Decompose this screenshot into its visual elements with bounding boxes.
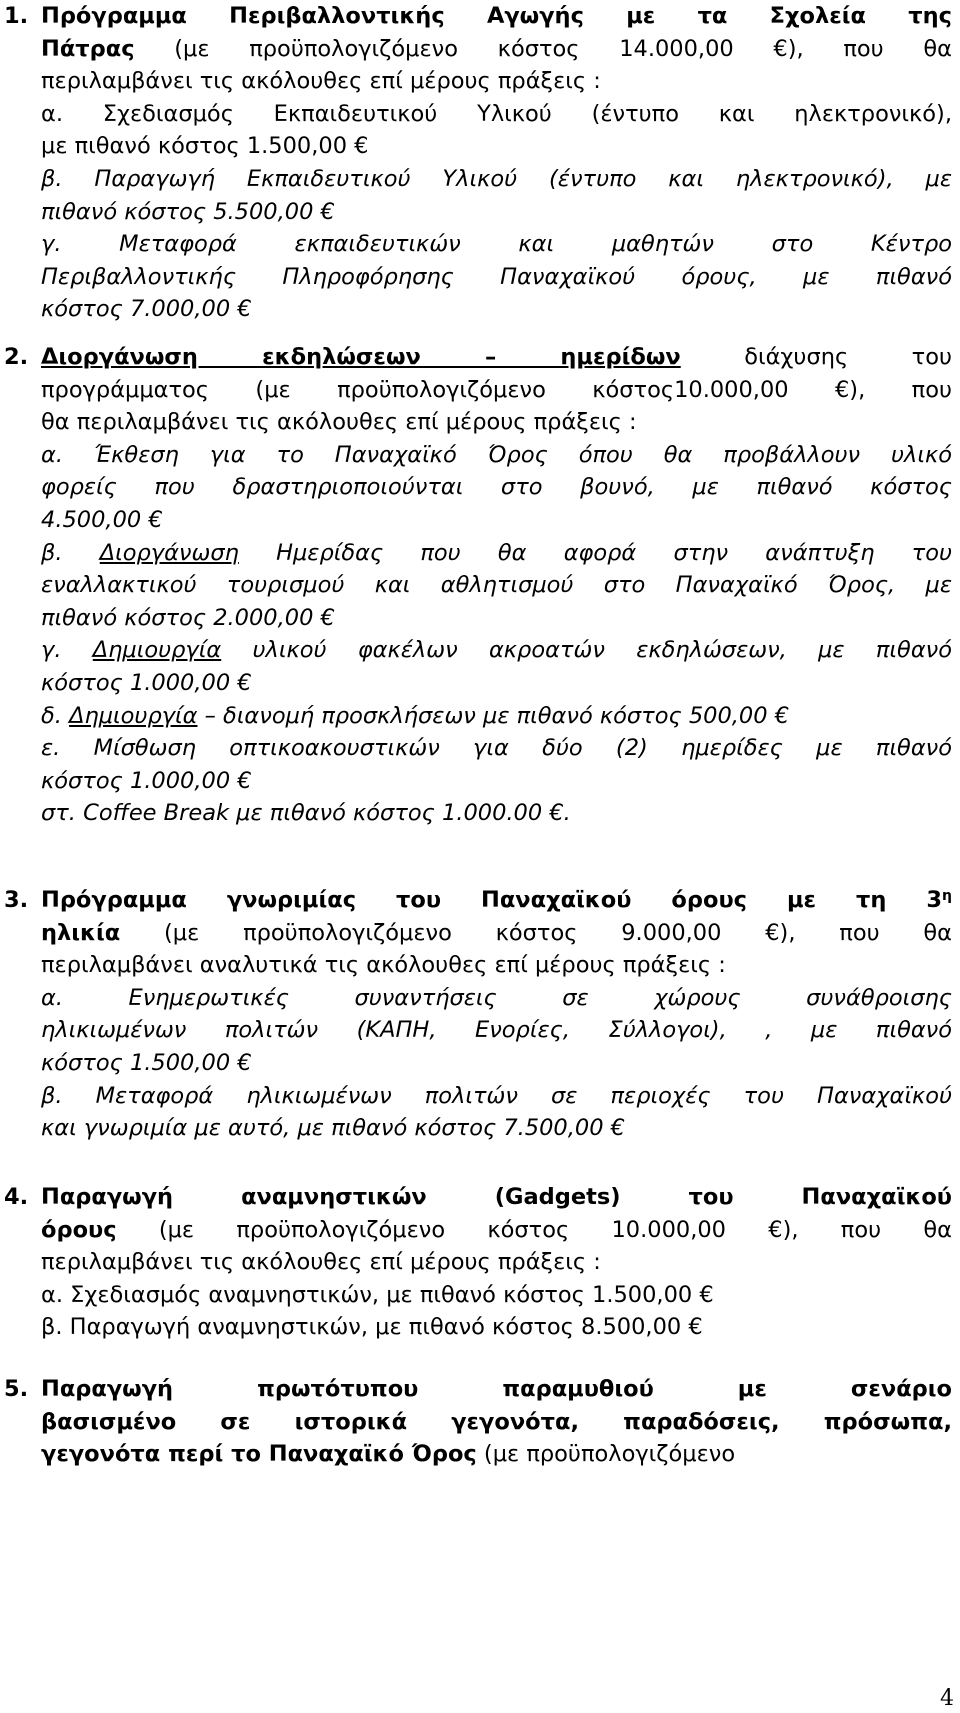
item-c-line-2: Περιβαλλοντικής Πληροφόρησης Παναχαϊκού όρους, με πιθανό xyxy=(41,263,952,290)
item-a-line-1: α. Σχεδιασμός αναμνηστικών, με πιθανό κόστος 1.500,00 € xyxy=(41,1281,714,1308)
section-number: 1. xyxy=(4,3,29,29)
section-5 xyxy=(4,1373,952,1471)
item-a-line-2: φορείς που δραστηριοποιούνται στο βουνό, με πιθανό κόστος xyxy=(41,474,952,501)
section-5-heading-line-3 xyxy=(4,1438,952,1471)
section-title: Πρόγραμμα Περιβαλλοντικής Αγωγής με τα Σχολεία της xyxy=(41,3,952,29)
item-c-line-1: γ. Μεταφορά εκπαιδευτικών και μαθητών στο Κέντρο xyxy=(41,231,952,258)
item-b-line-1 xyxy=(4,537,952,570)
item-b-line-2: και γνωριμία με αυτό, με πιθανό κόστος 7.500,00 € xyxy=(41,1115,625,1142)
item-e-line-2: κόστος 1.000,00 € xyxy=(41,767,252,794)
item-c-line-2: κόστος 1.000,00 € xyxy=(41,669,252,696)
section-title: Παραγωγή πρωτότυπου παραμυθιού με σενάριο xyxy=(41,1376,952,1402)
item-text: Ημερίδας που θα αφορά στην ανάπτυξη του xyxy=(238,539,952,566)
item-c-line-1 xyxy=(4,634,952,667)
section-5-heading-line-2 xyxy=(4,1406,952,1439)
item-text: – διανομή προσκλήσεων με πιθανό κόστος 500,00 € xyxy=(197,702,790,729)
section-4-heading-line-2 xyxy=(4,1214,952,1247)
section-3-heading-line-1 xyxy=(4,884,952,917)
section-title-cont: γεγονότα περί το Παναχαϊκό Όρος xyxy=(41,1441,477,1468)
underlined-word: Διοργάνωση xyxy=(99,539,239,566)
item-a-line-2: ηλικιωμένων πολιτών (ΚΑΠΗ, Ενορίες, Σύλλογοι), , με πιθανό xyxy=(41,1017,952,1044)
section-3-heading-line-2 xyxy=(4,917,952,950)
item-c-line-3: κόστος 7.000,00 € xyxy=(41,296,252,323)
section-title: Πρόγραμμα γνωριμίας του Παναχαϊκού όρους με τη 3 xyxy=(41,887,943,913)
item-b-line-2: εναλλακτικού τουρισμού και αθλητισμού στο Παναχαϊκό Όρος, με xyxy=(41,572,952,599)
item-marker: β. xyxy=(41,539,100,566)
section-number: 2. xyxy=(4,344,29,370)
section-1-heading-line-1 xyxy=(4,0,952,33)
section-1 xyxy=(4,0,952,326)
section-title: Διοργάνωση εκδηλώσεων – ημερίδων xyxy=(41,344,681,370)
section-1-heading-line-2 xyxy=(4,33,952,66)
section-2 xyxy=(4,341,952,830)
item-a-line-1: α. Ενημερωτικές συναντήσεις σε χώρους συνάθροισης xyxy=(41,984,952,1011)
budget-text: προγράμματος (με προϋπολογιζόμενο κόστος10.000,00 €), που xyxy=(41,376,952,403)
item-a-line-2: με πιθανό κόστος 1.500,00 € xyxy=(41,133,369,160)
underlined-word: Δημιουργία xyxy=(69,702,198,729)
item-b-line-1: β. Παραγωγή αναμνηστικών, με πιθανό κόστος 8.500,00 € xyxy=(41,1314,703,1341)
section-title-rest: διάχυσης του xyxy=(680,344,952,370)
section-2-heading-line-1 xyxy=(4,341,952,374)
section-title-cont: ηλικία xyxy=(41,919,121,946)
section-title-cont: βασισμένο σε ιστορικά γεγονότα, παραδόσεις, πρόσωπα, xyxy=(41,1408,952,1435)
section-4 xyxy=(4,1181,952,1344)
page-number: 4 xyxy=(940,1686,954,1711)
section-title: Παραγωγή αναμνηστικών (Gadgets) του Παναχαϊκού xyxy=(41,1184,952,1210)
section-number: 3. xyxy=(4,887,29,913)
item-b-line-1: β. Μεταφορά ηλικιωμένων πολιτών σε περιοχές του Παναχαϊκού xyxy=(41,1082,952,1109)
item-b-line-2: πιθανό κόστος 5.500,00 € xyxy=(41,198,335,225)
section-title-cont: Πάτρας xyxy=(41,35,135,62)
intro-text: περιλαμβάνει αναλυτικά τις ακόλουθες επί μέρους πράξεις : xyxy=(41,952,726,979)
item-a-line-3: κόστος 1.500,00 € xyxy=(41,1049,252,1076)
budget-text: (με προϋπολογιζόμενο κόστος 14.000,00 €), που θα xyxy=(134,35,952,62)
item-a-line-3: 4.500,00 € xyxy=(41,506,163,533)
item-a-line-1: α. Έκθεση για το Παναχαϊκό Όρος όπου θα προβάλλουν υλικό xyxy=(41,441,952,468)
item-a-line-1: α. Σχεδιασμός Εκπαιδευτικού Υλικού (έντυπο και ηλεκτρονικό), xyxy=(41,100,952,127)
item-marker: δ. xyxy=(41,702,70,729)
section-number: 5. xyxy=(4,1376,29,1402)
section-number: 4. xyxy=(4,1184,29,1210)
item-text: υλικού φακέλων ακροατών εκδηλώσεων, με πιθανό xyxy=(221,637,952,664)
underlined-word: Δημιουργία xyxy=(92,637,222,664)
item-f-line-1: στ. Coffee Break με πιθανό κόστος 1.000.00 €. xyxy=(41,800,571,827)
budget-text: (με προϋπολογιζόμενο κόστος 9.000,00 €), που θα xyxy=(120,919,952,946)
item-d-line-1 xyxy=(4,700,952,733)
intro-text: περιλαμβάνει τις ακόλουθες επί μέρους πράξεις : xyxy=(41,68,601,95)
section-3 xyxy=(4,884,952,1145)
intro-text: περιλαμβάνει τις ακόλουθες επί μέρους πράξεις : xyxy=(41,1249,601,1276)
budget-text: (με προϋπολογιζόμενο κόστος 10.000,00 €), που θα xyxy=(116,1216,952,1243)
section-5-heading-line-1 xyxy=(4,1373,952,1406)
section-title-cont: όρους xyxy=(41,1216,117,1243)
budget-text: (με προϋπολογιζόμενο xyxy=(476,1441,736,1468)
item-b-line-3: πιθανό κόστος 2.000,00 € xyxy=(41,604,335,631)
item-e-line-1: ε. Μίσθωση οπτικοακουστικών για δύο (2) ημερίδες με πιθανό xyxy=(41,735,952,762)
item-marker: γ. xyxy=(41,637,93,664)
intro-text: θα περιλαμβάνει τις ακόλουθες επί μέρους πράξεις : xyxy=(41,409,637,436)
section-4-heading-line-1 xyxy=(4,1181,952,1214)
superscript: η xyxy=(942,888,952,904)
item-b-line-1: β. Παραγωγή Εκπαιδευτικού Υλικού (έντυπο και ηλεκτρονικό), με xyxy=(41,165,952,192)
